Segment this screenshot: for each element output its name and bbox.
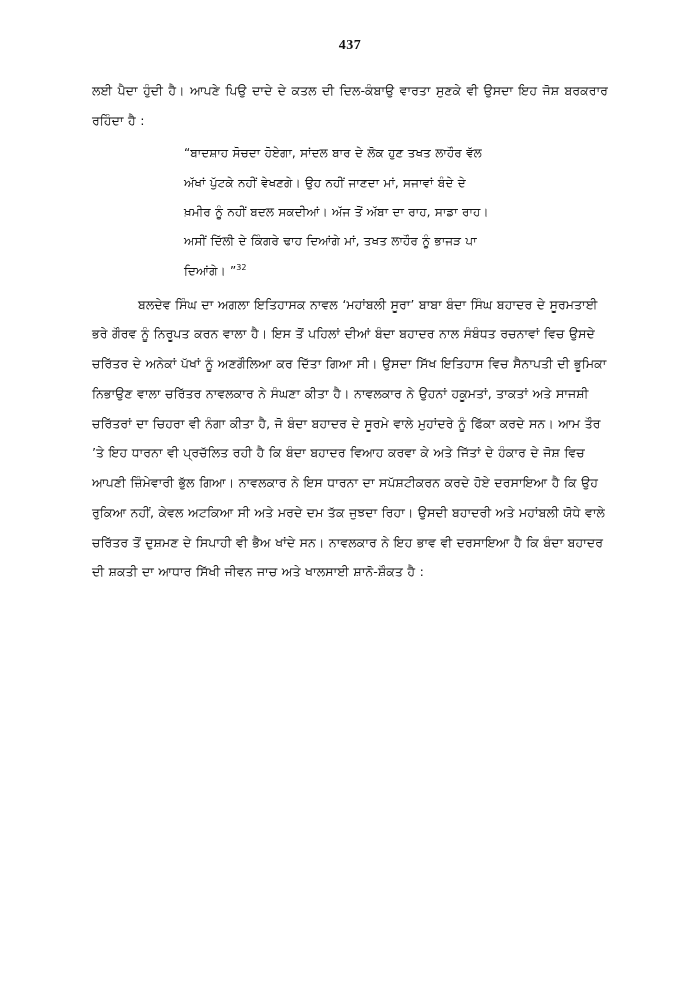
paragraph-continuation: ਲਈ ਪੈਦਾ ਹੁੰਦੀ ਹੈ। ਆਪਣੇ ਪਿਉ ਦਾਦੇ ਦੇ ਕਤਲ ਦੀ ਦਿਲ-ਕੰਬਾਉ ਵਾਰਤਾ ਸੁਣਕੇ ਵੀ ਉਸਦਾ ਇਹ ਜੋਸ਼ ਬਰਕਰਾਰ ਰਹਿੰਦਾ ਹੈ : — [92, 83, 608, 128]
footnote-reference: 32 — [236, 262, 247, 272]
quote-line-5 — [184, 257, 608, 286]
quote-line-4: ਅਸੀਂ ਦਿੱਲੀ ਦੇ ਕਿੰਗਰੇ ਢਾਹ ਦਿਆਂਗੇ ਮਾਂ, ਤਖਤ ਲਾਹੌਰ ਨੂੰ ਭਾਜੜ ਪਾ — [184, 234, 477, 249]
quote-line-5-text: ਦਿਆਂਗੇ। ” — [184, 263, 237, 278]
quote-line-2: ਅੱਖਾਂ ਪੁੱਟਕੇ ਨਹੀਂ ਵੇਖਣਗੇ। ਉਹ ਨਹੀਂ ਜਾਣਦਾ ਮਾਂ, ਸਜਾਵਾਂ ਬੰਦੇ ਦੇ — [184, 175, 466, 190]
paragraph-body: ਬਲਦੇਵ ਸਿੰਘ ਦਾ ਅਗਲਾ ਇਤਿਹਾਸਕ ਨਾਵਲ ‘ਮਹਾਂਬਲੀ ਸੂਰਾ’ ਬਾਬਾ ਬੰਦਾ ਸਿੰਘ ਬਹਾਦਰ ਦੇ ਸੂਰਮਤਾਈ ਭਰੇ ਗੌਰਵ ਨੂੰ ਨਿਰੂਪਤ ਕਰਨ ਵਾਲਾ ਹੈ। ਇਸ ਤੋਂ ਪਹਿਲਾਂ ਦੀਆਂ ਬੰਦਾ ਬਹਾਦਰ ਨਾਲ ਸੰਬੰਧਤ ਰਚਨਾਵਾਂ ਵਿਚ ਉਸਦੇ ਚਰਿੱਤਰ ਦੇ ਅਨੇਕਾਂ ਪੱਖਾਂ ਨੂੰ ਅਣਗੌਲਿਆ ਕਰ ਦਿੱਤਾ ਗਿਆ ਸੀ। ਉਸਦਾ ਸਿੱਖ ਇਤਿਹਾਸ ਵਿਚ ਸੈਨਾਪਤੀ ਦੀ ਭੂਮਿਕਾ ਨਿਭਾਉਣ ਵਾਲਾ ਚਰਿੱਤਰ ਨਾਵਲਕਾਰ ਨੇ ਸੰਘਣਾ ਕੀਤਾ ਹੈ। ਨਾਵਲਕਾਰ ਨੇ ਉਹਨਾਂ ਹਕੂਮਤਾਂ, ਤਾਕਤਾਂ ਅਤੇ ਸਾਜਸ਼ੀ ਚਰਿੱਤਰਾਂ ਦਾ ਚਿਹਰਾ ਵੀ ਨੰਗਾ ਕੀਤਾ ਹੈ, ਜੋ ਬੰਦਾ ਬਹਾਦਰ ਦੇ ਸੂਰਮੇ ਵਾਲੇ ਮੁਹਾਂਦਰੇ ਨੂੰ ਫਿੱਕਾ ਕਰਦੇ ਸਨ। ਆਮ ਤੌਰ ’ਤੇ ਇਹ ਧਾਰਨਾ ਵੀ ਪ੍ਰਚੱਲਿਤ ਰਹੀ ਹੈ ਕਿ ਬੰਦਾ ਬਹਾਦਰ ਵਿਆਹ ਕਰਵਾ ਕੇ ਅਤੇ ਜਿੱਤਾਂ ਦੇ ਹੰਕਾਰ ਦੇ ਜੋਸ਼ ਵਿਚ ਆਪਣੀ ਜ਼ਿੰਮੇਵਾਰੀ ਭੁੱਲ ਗਿਆ। ਨਾਵਲਕਾਰ ਨੇ ਇਸ ਧਾਰਨਾ ਦਾ ਸਪੱਸ਼ਟੀਕਰਨ ਕਰਦੇ ਹੋਏ ਦਰਸਾਇਆ ਹੈ ਕਿ ਉਹ ਰੁਕਿਆ ਨਹੀਂ, ਕੇਵਲ ਅਟਕਿਆ ਸੀ ਅਤੇ ਮਰਦੇ ਦਮ ਤੱਕ ਜੁਝਦਾ ਰਿਹਾ। ਉਸਦੀ ਬਹਾਦਰੀ ਅਤੇ ਮਹਾਂਬਲੀ ਯੋਧੇ ਵਾਲੇ ਚਰਿੱਤਰ ਤੋਂ ਦੁਸ਼ਮਣ ਦੇ ਸਿਪਾਹੀ ਵੀ ਭੈਅ ਖਾਂਦੇ ਸਨ। ਨਾਵਲਕਾਰ ਨੇ ਇਹ ਭਾਵ ਵੀ ਦਰਸਾਇਆ ਹੈ ਕਿ ਬੰਦਾ ਬਹਾਦਰ ਦੀ ਸ਼ਕਤੀ ਦਾ ਆਧਾਰ ਸਿੱਖੀ ਜੀਵਨ ਜਾਚ ਅਤੇ ਖਾਲਸਾਈ ਸ਼ਾਨੋ-ਸ਼ੌਕਤ ਹੈ : — [92, 296, 607, 580]
page-body — [92, 76, 608, 587]
block-quote — [92, 139, 608, 285]
quote-line-3: ਖ਼ਮੀਰ ਨੂੰ ਨਹੀਂ ਬਦਲ ਸਕਦੀਆਂ। ਅੱਜ ਤੋਂ ਅੱਬਾ ਦਾ ਰਾਹ, ਸਾਡਾ ਰਾਹ। — [184, 204, 489, 219]
page-number: 437 — [338, 38, 362, 53]
quote-line-1: “ਬਾਦਸ਼ਾਹ ਸੋਚਦਾ ਹੋਏਗਾ, ਸਾਂਦਲ ਬਾਰ ਦੇ ਲੋਕ ਹੁਣ ਤਖਤ ਲਾਹੌਰ ਵੱਲ — [184, 146, 482, 161]
